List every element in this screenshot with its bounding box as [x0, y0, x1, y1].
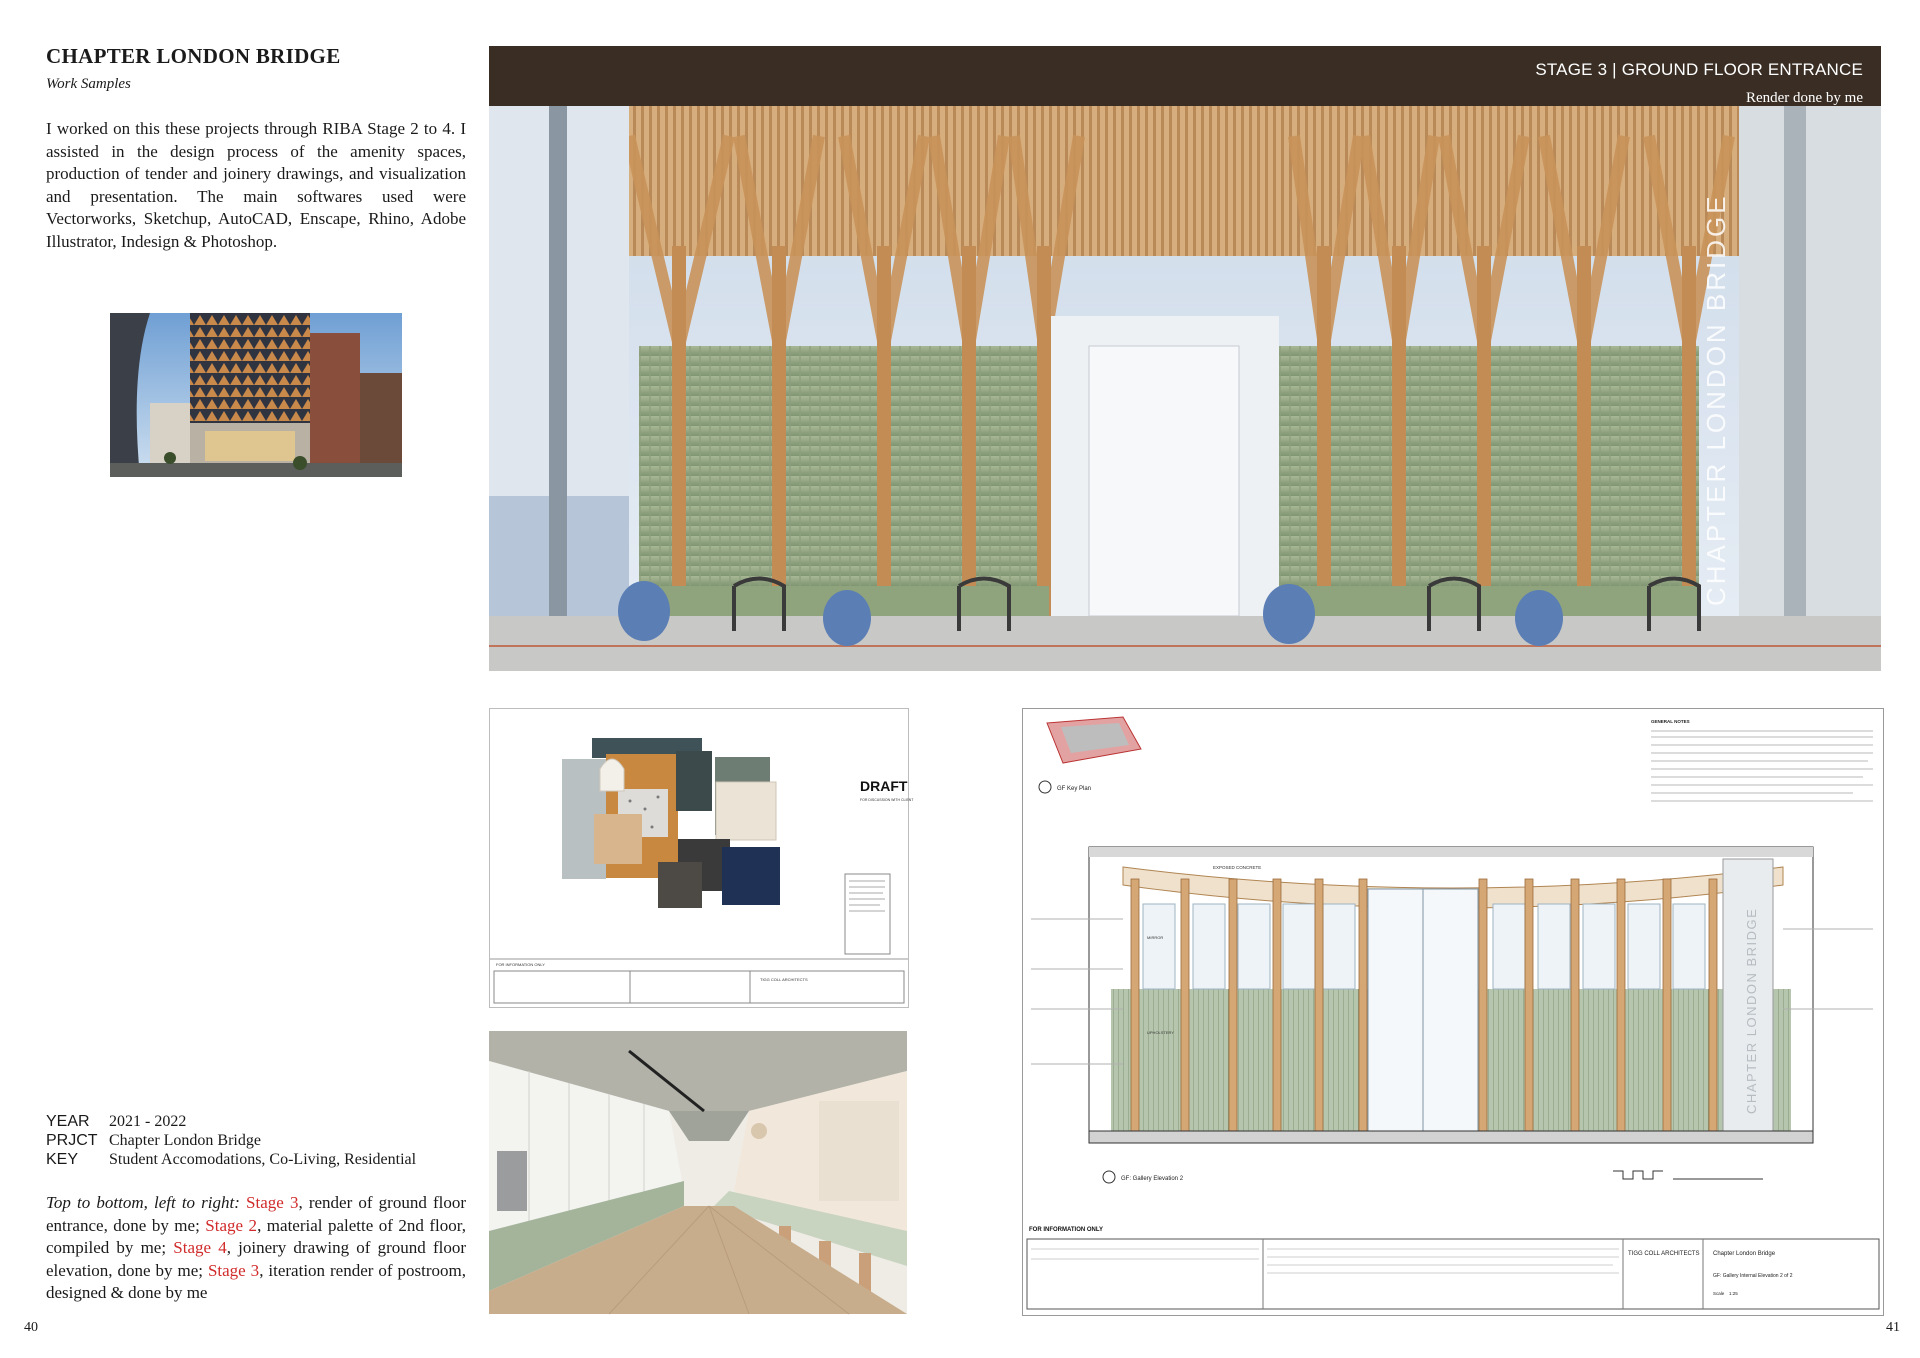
- vertical-signage: CHAPTER LONDON BRIDGE: [1701, 193, 1731, 606]
- elevation-firm: TIGG COLL ARCHITECTS: [1628, 1251, 1700, 1257]
- caption-text: , material palette of 2nd floor, compiled by me;: [46, 1215, 466, 1257]
- meta-key: KEY: [46, 1151, 79, 1168]
- exposed-concrete-label: EXPOSED CONCRETE: [1213, 865, 1262, 870]
- page-title: CHAPTER LONDON BRIDGE: [46, 44, 341, 68]
- meta-value: Student Accomodations, Co-Living, Residential: [109, 1151, 417, 1168]
- caption-stage: Stage 3: [207, 1260, 260, 1280]
- page-number-left: 40: [24, 1320, 38, 1335]
- elevation-label: GF: Gallery Elevation 2: [1121, 1176, 1184, 1182]
- caption-text: , joinery drawing of ground floor elevation, done by me;: [46, 1238, 466, 1280]
- caption-stage: Stage 2: [205, 1215, 258, 1235]
- elevation-drawing-title: GF: Gallery Internal Elevation 2 of 2: [1713, 1273, 1793, 1279]
- render-credit: Render done by me: [1745, 90, 1863, 106]
- meta-value: 2021 - 2022: [109, 1113, 187, 1130]
- meta-key-row: [46, 1150, 476, 1169]
- joinery-elevation-drawing: [1022, 708, 1884, 1316]
- building-exterior-image: [110, 313, 402, 477]
- general-notes-title: GENERAL NOTES: [1651, 719, 1690, 724]
- caption-stage: Stage 4: [173, 1238, 227, 1257]
- elevation-footer-note: FOR INFORMATION ONLY: [1029, 1227, 1103, 1233]
- material-palette-drawing: [489, 708, 914, 1008]
- elevation-signage: CHAPTER LONDON BRIDGE: [1744, 907, 1759, 1114]
- ground-floor-entrance-render: [489, 46, 1881, 671]
- postroom-render: [489, 1031, 907, 1314]
- elevation-scale-label: Scale: [1713, 1291, 1725, 1296]
- draft-stamp: DRAFT: [860, 778, 908, 794]
- intro-paragraph: I worked on this these projects through RIBA Stage 2 to 4. I assisted in the design process of the amenity spaces, production of tender and joinery drawings, and visualization and presentation. The main softwares used were Vectorworks, Sketchup, AutoCAD, Enscape, Rhino, Adobe Illustrator, Indesign & Photoshop.: [46, 119, 466, 251]
- meta-value: Chapter London Bridge: [109, 1132, 261, 1149]
- elevation-project: Chapter London Bridge: [1713, 1251, 1776, 1257]
- meta-key: PRJCT: [46, 1132, 98, 1149]
- caption-stage: Stage 3: [246, 1193, 299, 1212]
- caption-text: , render of ground floor entrance, done by me;: [46, 1193, 467, 1235]
- caption-lead: Top to bottom, left to right:: [46, 1193, 240, 1212]
- page-subtitle: Work Samples: [46, 76, 131, 92]
- meta-key: YEAR: [46, 1113, 90, 1130]
- palette-footer-note: FOR INFORMATION ONLY: [496, 962, 545, 967]
- render-heading: [1535, 60, 1863, 107]
- upholstery-label: UPHOLSTERY: [1147, 1030, 1175, 1035]
- render-stage-label: STAGE 3 | GROUND FLOOR ENTRANCE: [1535, 60, 1863, 79]
- meta-year-row: [46, 1112, 476, 1131]
- meta-project-row: [46, 1131, 476, 1150]
- mirror-label: MIRROR: [1147, 935, 1164, 940]
- palette-firm: TIGG COLL ARCHITECTS: [760, 977, 808, 982]
- elevation-scale: 1:25: [1729, 1291, 1738, 1296]
- page-number-right: 41: [1886, 1320, 1900, 1335]
- image-caption: [46, 1192, 466, 1305]
- draft-stamp-sub: FOR DISCUSSION WITH CLIENT: [860, 798, 914, 802]
- project-meta: [46, 1112, 476, 1169]
- key-plan-label: GF Key Plan: [1057, 786, 1092, 792]
- caption-text: , iteration render of postroom, designed & done by me: [46, 1260, 466, 1302]
